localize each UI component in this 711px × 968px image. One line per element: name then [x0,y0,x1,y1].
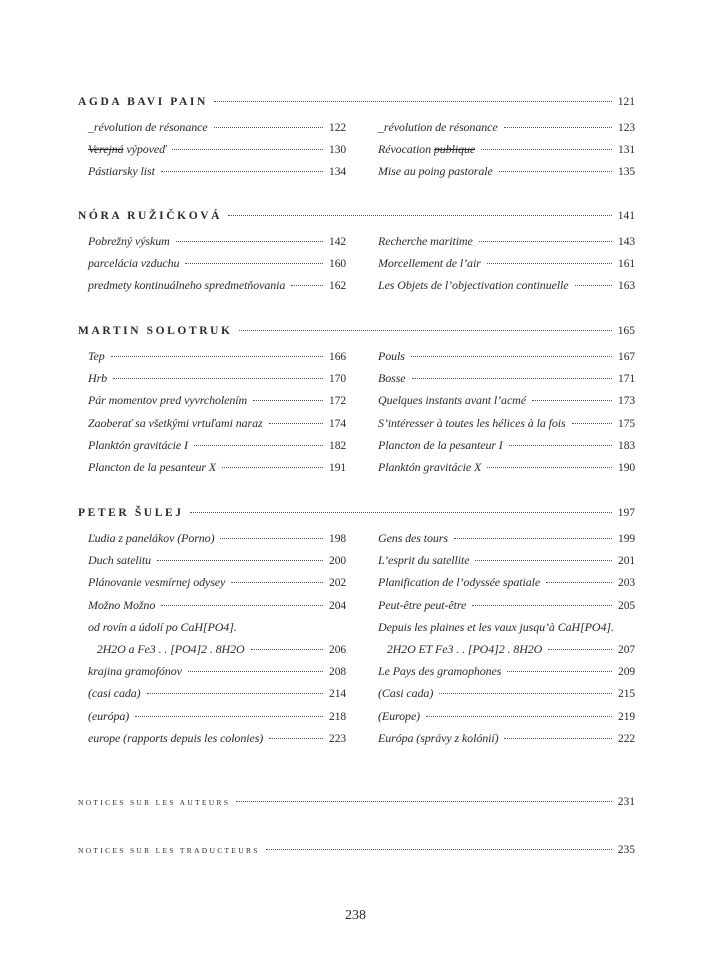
entry-page-number: 215 [618,688,635,701]
notice-page-number: 235 [617,844,635,856]
entry-page-number: 209 [618,666,635,679]
dot-leader [509,445,612,446]
author-name: MARTIN SOLOTRUK [78,325,233,337]
dot-leader [251,649,323,650]
entry-title-text: S’intéresser à toutes les hélices à la fois [378,415,566,430]
dot-leader [161,171,323,172]
dot-leader [157,560,323,561]
struck-word: Verejná [88,142,124,157]
entry-title [88,142,166,157]
entry-page-number: 205 [618,599,635,612]
entry-title-text: Peut-être peut-être [378,597,467,612]
entry-title [88,416,263,431]
dot-leader [172,149,323,150]
entry-title [378,598,466,613]
entry-title [378,575,540,590]
toc-entry-left [88,416,346,434]
entry-title [88,642,245,657]
entry-title [378,709,420,724]
entry-title-text: Planktón gravitácie I [88,437,188,452]
dot-leader [412,378,613,379]
entry-page-number: 207 [618,644,635,656]
entry-title-text: Les Objets de l’objectivation continuelle [378,278,569,293]
entry-title [378,438,503,453]
toc-entry-left [88,553,346,571]
entry-title [88,686,141,701]
entry-page-number: 214 [329,688,346,701]
dot-leader [479,241,612,242]
entry-title [378,664,501,679]
toc-entry-right [378,349,635,367]
dot-leader [147,693,323,694]
dot-leader [454,538,612,539]
toc-entry-left [88,120,346,138]
author-heading [78,325,635,343]
dot-leader [185,263,323,264]
toc-entry-right [378,278,635,296]
dot-leader [113,378,323,379]
dot-leader [504,127,612,128]
entry-page-number: 198 [329,533,346,545]
toc-entry-right [378,731,635,749]
entry-title [88,278,285,293]
entry-title [88,120,208,135]
entry-title [88,553,151,568]
dot-leader [176,241,323,242]
entry-page-number: 161 [618,258,635,271]
entry-title-text: Pobrežný výskum [88,234,170,248]
entry-page-number: 218 [329,710,346,723]
entry-title-text: Pár momentov pred vyvrcholením [88,393,248,408]
entry-title [88,731,263,746]
dot-leader [487,467,612,468]
dot-leader [487,263,612,264]
entry-page-number: 130 [329,144,346,157]
dot-leader [231,582,323,583]
entry-page-number: 162 [329,280,346,293]
dot-leader [504,738,612,739]
dot-leader [291,285,323,286]
entry-title [378,686,433,701]
dot-leader [228,215,612,216]
toc-entry-left [88,664,346,682]
author-heading [78,507,635,525]
entry-page-number: 200 [329,555,346,568]
page-folio: 238 [345,908,366,923]
dot-leader [190,512,612,513]
toc-entry-left [88,598,346,616]
entry-title [88,709,129,724]
entry-page-number: 203 [618,577,635,590]
author-name: NÓRA RUŽIČKOVÁ [78,210,223,222]
toc-entry-right [378,598,635,616]
entry-title-text: Recherche maritime [378,234,473,248]
toc-entry-right [378,642,635,660]
dot-leader [439,693,612,694]
entry-title [88,349,105,364]
entry-page-number: 123 [618,122,635,134]
entry-title-text: Quelques instants avant l’acmé [378,393,526,408]
entry-title [378,460,481,475]
entry-page-number: 199 [618,533,635,545]
entry-title-text: Ľudia z panelákov (Porno) [88,531,215,545]
entry-title-text: krajina gramofónov [88,664,182,679]
entry-title-text: Možno Možno [88,597,156,612]
dot-leader [499,171,612,172]
entry-title [378,531,448,546]
toc-entry-left [88,438,346,456]
entry-title-text: (európa) [88,708,130,723]
entry-title-text: L’esprit du satellite [378,553,470,568]
entry-page-number: 183 [618,439,635,452]
dot-leader [411,356,612,357]
entry-page-number: 163 [618,280,635,293]
toc-entry-right [378,438,635,456]
entry-title-text: (casi cada) [88,686,141,701]
entry-page-number: 135 [618,166,635,179]
dot-leader [532,400,612,401]
entry-title-text: Gens des tours [378,531,448,545]
entry-page-number: 166 [329,351,346,363]
entry-title-text: Mise au poing pastorale [378,164,493,179]
dot-leader [546,582,612,583]
notice-page-number: 231 [617,796,635,808]
entry-page-number: 173 [618,395,635,408]
dot-leader [214,101,612,102]
toc-entry-left [88,460,346,478]
toc-entry-left [88,164,346,182]
dot-leader [188,671,323,672]
entry-title-text: Pástiarsky list [88,164,155,179]
entry-title [378,642,542,657]
entry-title [378,416,566,431]
entry-page-number: 206 [329,644,346,656]
author-heading [78,210,635,228]
notice-translators-entry [78,844,635,860]
toc-entry-right [378,664,635,682]
entry-page-number: 201 [618,555,635,568]
entry-title-text: (Casi cada) [378,686,434,701]
entry-title-text: Morcellement de l’air [378,256,481,271]
dot-leader [507,671,612,672]
toc-entry-right [378,234,635,252]
author-page-number: 121 [617,96,635,108]
entry-title-text: (Europe) [378,708,421,723]
entry-title [378,620,614,634]
toc-entry-left [88,531,346,549]
entry-page-number: 204 [329,599,346,612]
author-name: PETER ŠULEJ [78,507,184,519]
entry-title [378,278,569,293]
entry-title [88,598,155,613]
dot-leader [472,605,612,606]
dot-leader [266,849,612,850]
entry-title-text: Zaoberať sa všetkými vrtuľami naraz [88,415,263,430]
entry-title [88,620,237,634]
entry-page-number: 182 [329,439,346,452]
entry-page-number: 223 [329,732,346,745]
entry-title [378,120,498,135]
entry-title [378,164,493,179]
entry-title [378,731,498,746]
dot-leader [161,605,323,606]
entry-page-number: 122 [329,122,346,134]
toc-entry-left [88,575,346,593]
entry-title-text: 2H2O a Fe3 . . [PO4]2 . 8H2O [88,642,245,656]
entry-page-number: 219 [618,710,635,723]
entry-page-number: 167 [618,351,635,363]
toc-entry-left [88,142,346,160]
entry-title [378,393,526,408]
dot-leader [194,445,323,446]
entry-title-text: _révolution de résonance [378,120,498,134]
toc-entry-right [378,164,635,182]
entry-page-number: 172 [329,395,346,408]
entry-page-number: 190 [618,462,635,474]
toc-entry-right [378,709,635,727]
entry-title [378,142,475,157]
author-heading [78,96,635,114]
toc-entry-right [378,620,635,638]
dot-leader [269,738,323,739]
notice-label: NOTICES SUR LES TRADUCTEURS [78,846,260,855]
toc-entry-left [88,620,346,638]
toc-entry-left [88,256,346,274]
entry-page-number: 171 [618,373,635,386]
toc-entry-left [88,709,346,727]
entry-title-text: Plancton de la pesanteur I [378,437,503,452]
toc-entry-right [378,686,635,704]
entry-title-text: Plancton de la pesanteur X [88,460,217,474]
dot-leader [111,356,323,357]
dot-leader [572,423,612,424]
dot-leader [253,400,323,401]
dot-leader [475,560,612,561]
toc-entry-left [88,393,346,411]
entry-title [88,531,214,546]
dot-leader [222,467,323,468]
entry-page-number: 208 [329,666,346,679]
entry-title-text: 2H2O ET Fe3 . . [PO4]2 . 8H2O [378,642,543,656]
entry-page-number: 134 [329,166,346,179]
entry-title-text: predmety kontinuálneho spredmetňovania [88,278,286,293]
struck-word: publique [433,142,476,157]
entry-page-number: 202 [329,577,346,590]
author-name: AGDA BAVI PAIN [78,96,208,108]
dot-leader [426,716,612,717]
entry-title-text: Depuis les plaines et les vaux jusqu’à CaH[PO4]. [378,619,614,634]
entry-title-text: Bosse [378,371,406,386]
entry-title-text: od rovín a údolí po CaH[PO4]. [88,619,237,634]
entry-title [88,371,107,386]
toc-entry-left [88,371,346,389]
entry-page-number: 174 [329,417,346,430]
dot-leader [575,285,613,286]
entry-title-text: Duch satelitu [88,553,152,568]
dot-leader [548,649,612,650]
entry-title [88,664,182,679]
toc-entry-left [88,731,346,749]
dot-leader [236,801,611,802]
entry-title [88,438,188,453]
entry-title [88,234,170,249]
entry-title [378,371,406,386]
dot-leader [269,423,323,424]
entry-title-text: Révocation [378,142,434,157]
entry-page-number: 160 [329,258,346,271]
toc-entry-right [378,575,635,593]
toc-entry-right [378,416,635,434]
entry-page-number: 142 [329,236,346,248]
entry-page-number: 191 [329,462,346,474]
author-page-number: 197 [617,507,635,519]
toc-entry-right [378,460,635,478]
author-page-number: 141 [617,210,635,222]
entry-title-text: parcelácia vzduchu [88,256,180,271]
entry-title [88,460,216,475]
toc-entry-left [88,234,346,252]
entry-page-number: 222 [618,732,635,745]
author-page-number: 165 [617,325,635,337]
dot-leader [239,330,612,331]
entry-page-number: 170 [329,373,346,386]
entry-title [378,349,405,364]
dot-leader [220,538,323,539]
entry-page-number: 143 [618,236,635,248]
toc-entry-right [378,142,635,160]
entry-title-text: Le Pays des gramophones [378,664,502,679]
toc-entry-right [378,393,635,411]
entry-page-number: 175 [618,417,635,430]
toc-entry-right [378,371,635,389]
entry-title-suffix: výpoveď [123,142,167,157]
notice-authors-entry [78,796,635,812]
dot-leader [481,149,612,150]
entry-title [378,256,481,271]
entry-title-text: Plánovanie vesmírnej odysey [88,575,226,590]
notice-label: NOTICES SUR LES AUTEURS [78,798,231,807]
entry-title-text: Planktón gravitácie X [378,460,482,474]
entry-title-text: Planification de l’odyssée spatiale [378,575,541,590]
entry-title [378,234,473,249]
toc-entry-left [88,278,346,296]
entry-title-text: Hrb [88,371,108,386]
toc-entry-right [378,120,635,138]
toc-entry-right [378,256,635,274]
entry-title-text: Pouls [378,349,405,363]
entry-title [88,256,179,271]
entry-title-text: _révolution de résonance [88,120,208,134]
toc-entry-right [378,531,635,549]
entry-title [88,393,247,408]
entry-page-number: 131 [618,144,635,157]
entry-title [378,553,469,568]
entry-title-text: europe (rapports depuis les colonies) [88,730,264,745]
dot-leader [135,716,323,717]
toc-entry-left [88,642,346,660]
entry-title-text: Európa (správy z kolónií) [378,730,499,745]
entry-title [88,164,155,179]
entry-title-text: Tep [88,349,105,363]
toc-entry-right [378,553,635,571]
toc-entry-left [88,686,346,704]
dot-leader [214,127,323,128]
entry-title [88,575,225,590]
toc-entry-left [88,349,346,367]
